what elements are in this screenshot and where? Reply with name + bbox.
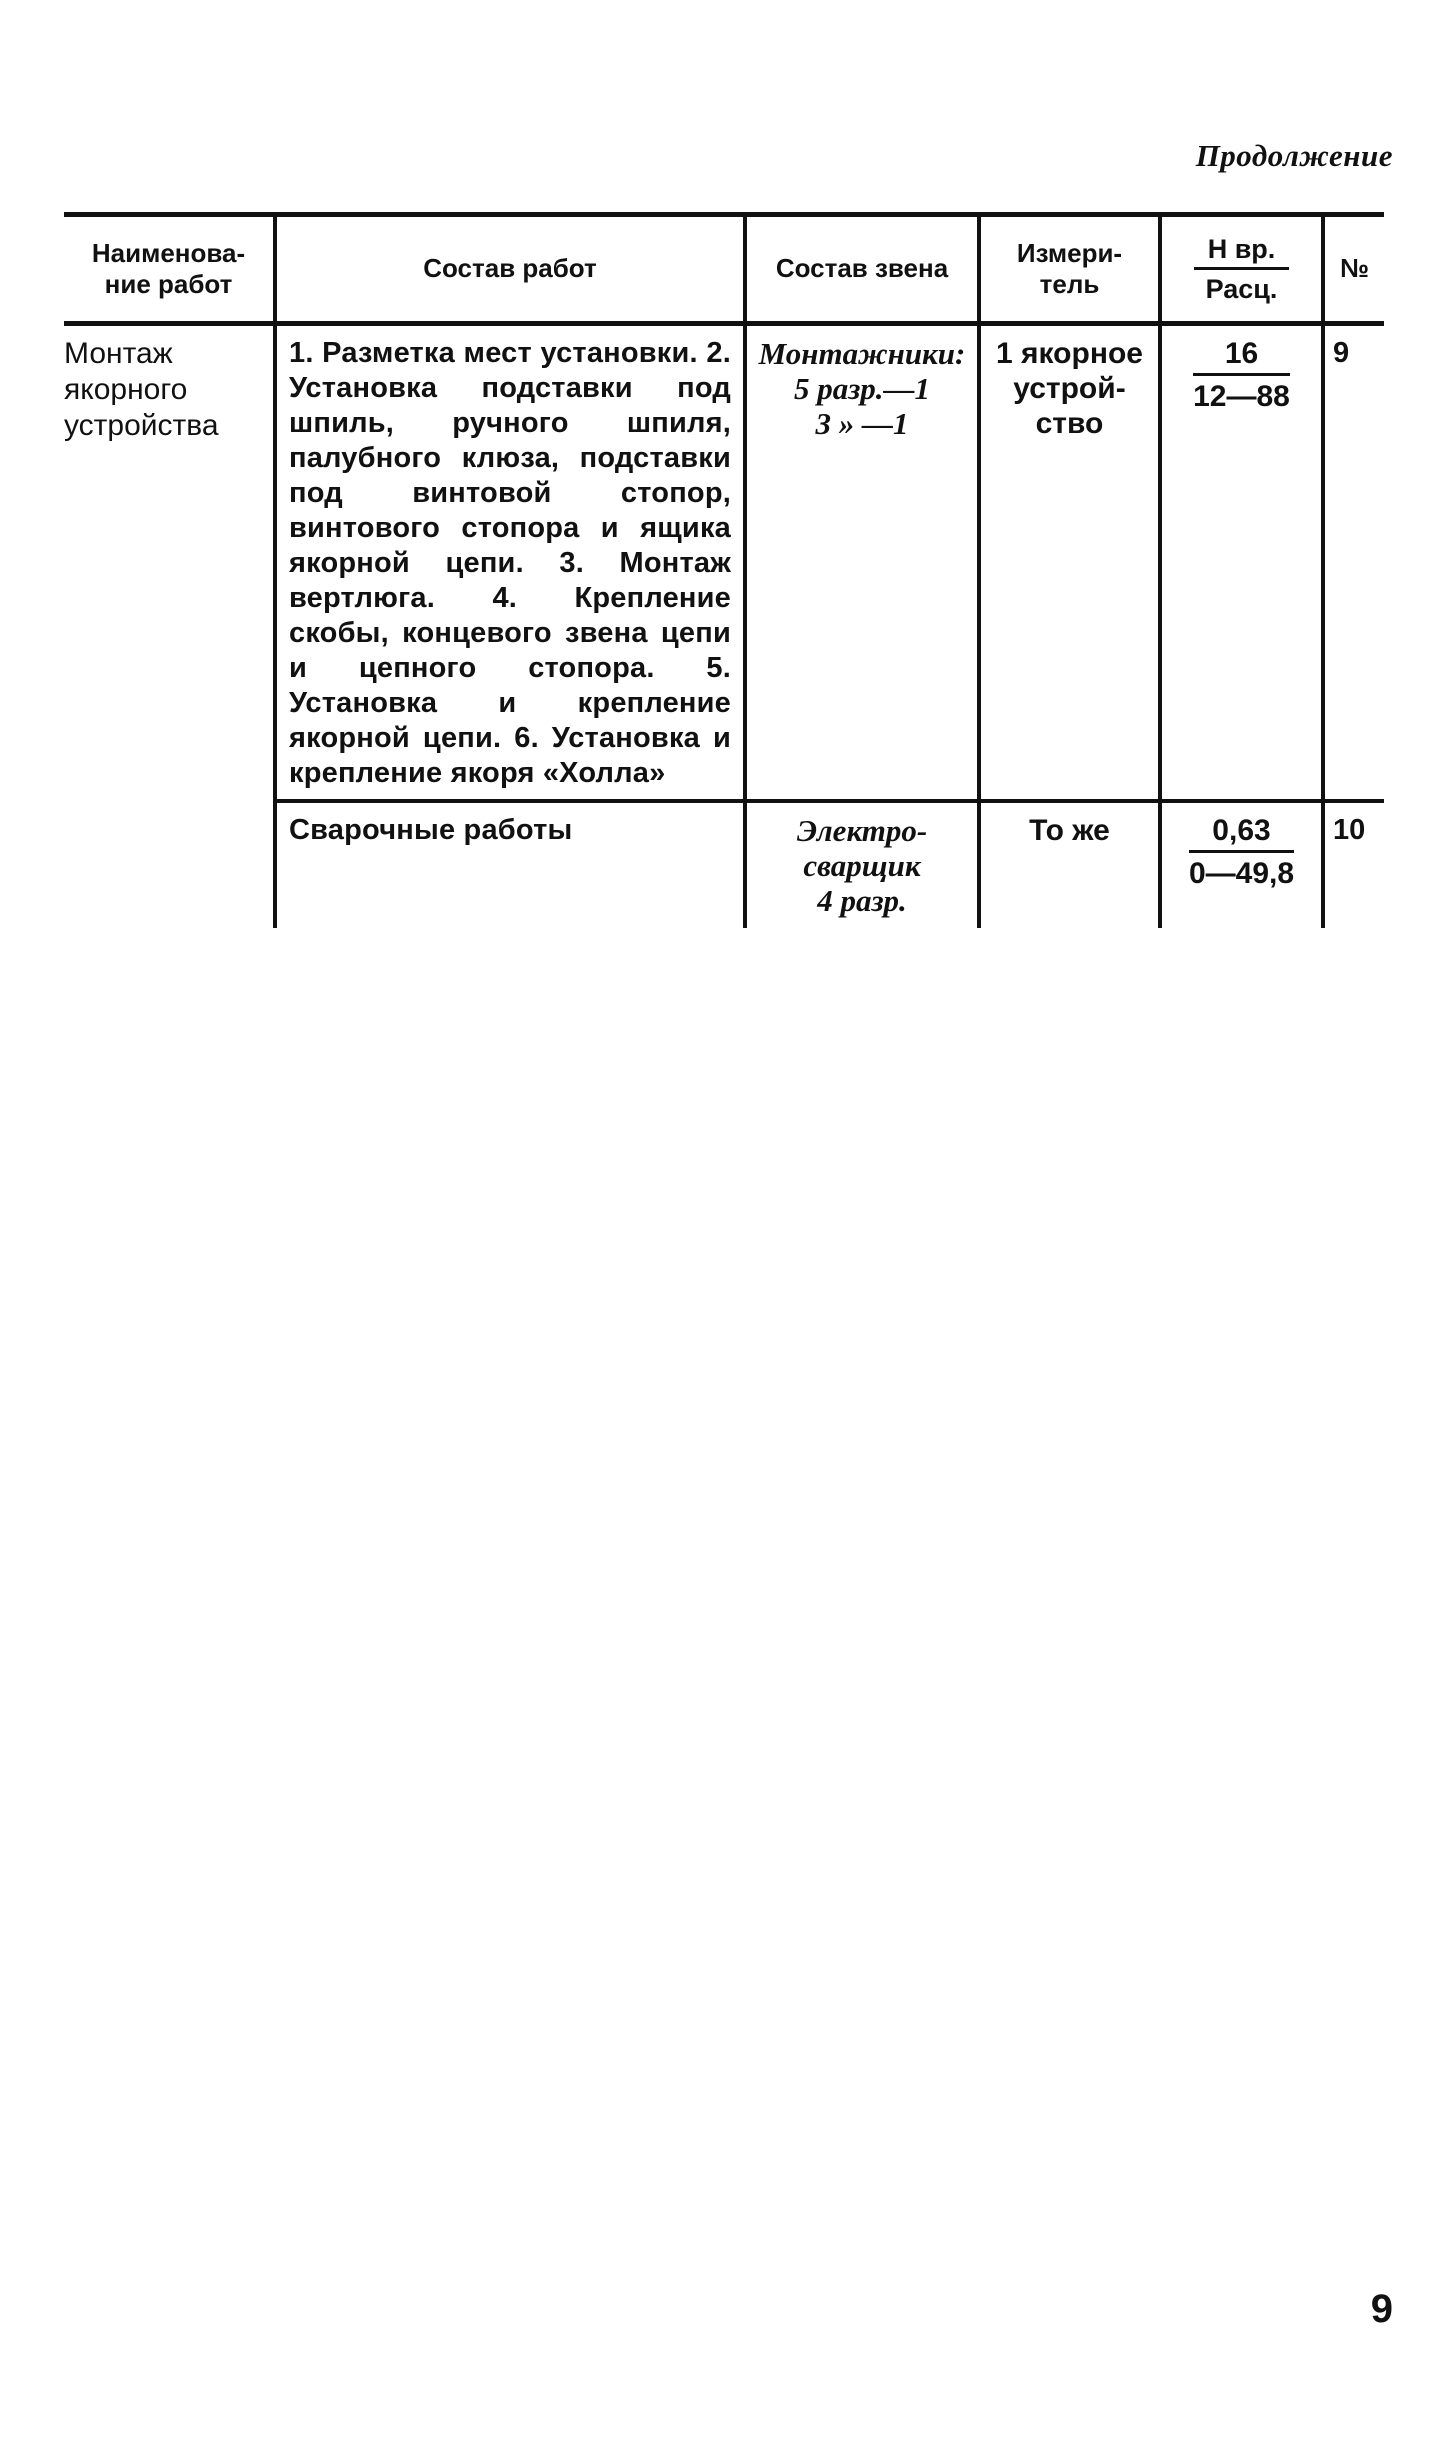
- team-composition-cell: [745, 801, 979, 928]
- rate-value: 0—49,8: [1188, 857, 1295, 890]
- unit-cell: 1 якорное устрой- ство: [979, 324, 1160, 802]
- norms-table: [64, 212, 1384, 928]
- header-rate: Расц.: [1205, 274, 1278, 304]
- work-composition-cell: Сварочные работы: [275, 801, 745, 928]
- header-work-name: Наименова- ние работ: [64, 215, 275, 324]
- header-work-composition: Состав работ: [275, 215, 745, 324]
- header-norm-time: Н вр.: [1194, 233, 1290, 270]
- unit-cell: То же: [979, 801, 1160, 928]
- row-number-cell: 9: [1323, 324, 1384, 802]
- team-line: 4 разр.: [817, 883, 907, 918]
- table-row: [64, 324, 1384, 802]
- continuation-label: Продолжение: [1195, 138, 1393, 173]
- header-number: №: [1323, 215, 1384, 324]
- work-name-cell: [64, 801, 275, 928]
- team-line: Монтажники:: [758, 336, 966, 371]
- team-line: Электро-: [796, 813, 928, 848]
- row-number-cell: 10: [1323, 801, 1384, 928]
- work-composition-cell: 1. Разметка мест установки. 2. Установка подставки под шпиль, ручного шпиля, палубного клюза, подставки под винтовой стопор, винтового стопора и ящика якорной цепи. 3. Монтаж вертлюга. 4. Крепление скобы, концевого звена цепи и цепного стопора. 5. Установка и крепление якорной цепи. 6. Установка и крепление якоря «Холла»: [275, 324, 745, 802]
- norm-time-value: 0,63: [1189, 813, 1294, 853]
- page-number: 9: [1370, 2287, 1393, 2331]
- header-unit: Измери- тель: [979, 215, 1160, 324]
- team-line: 3 » —1: [815, 406, 909, 441]
- norm-rate-cell: [1160, 324, 1323, 802]
- norm-rate-cell: [1160, 801, 1323, 928]
- team-line: сварщик: [803, 848, 921, 883]
- norm-time-value: 16: [1193, 336, 1290, 376]
- rate-value: 12—88: [1193, 380, 1290, 413]
- table-header-row: [64, 215, 1384, 324]
- header-norm-rate: [1160, 215, 1323, 324]
- header-team-composition: Состав звена: [745, 215, 979, 324]
- team-line: 5 разр.—1: [793, 371, 931, 406]
- work-name-cell: Монтаж якорного устройства: [64, 337, 219, 442]
- team-composition-cell: [745, 324, 979, 802]
- table-row: [64, 801, 1384, 928]
